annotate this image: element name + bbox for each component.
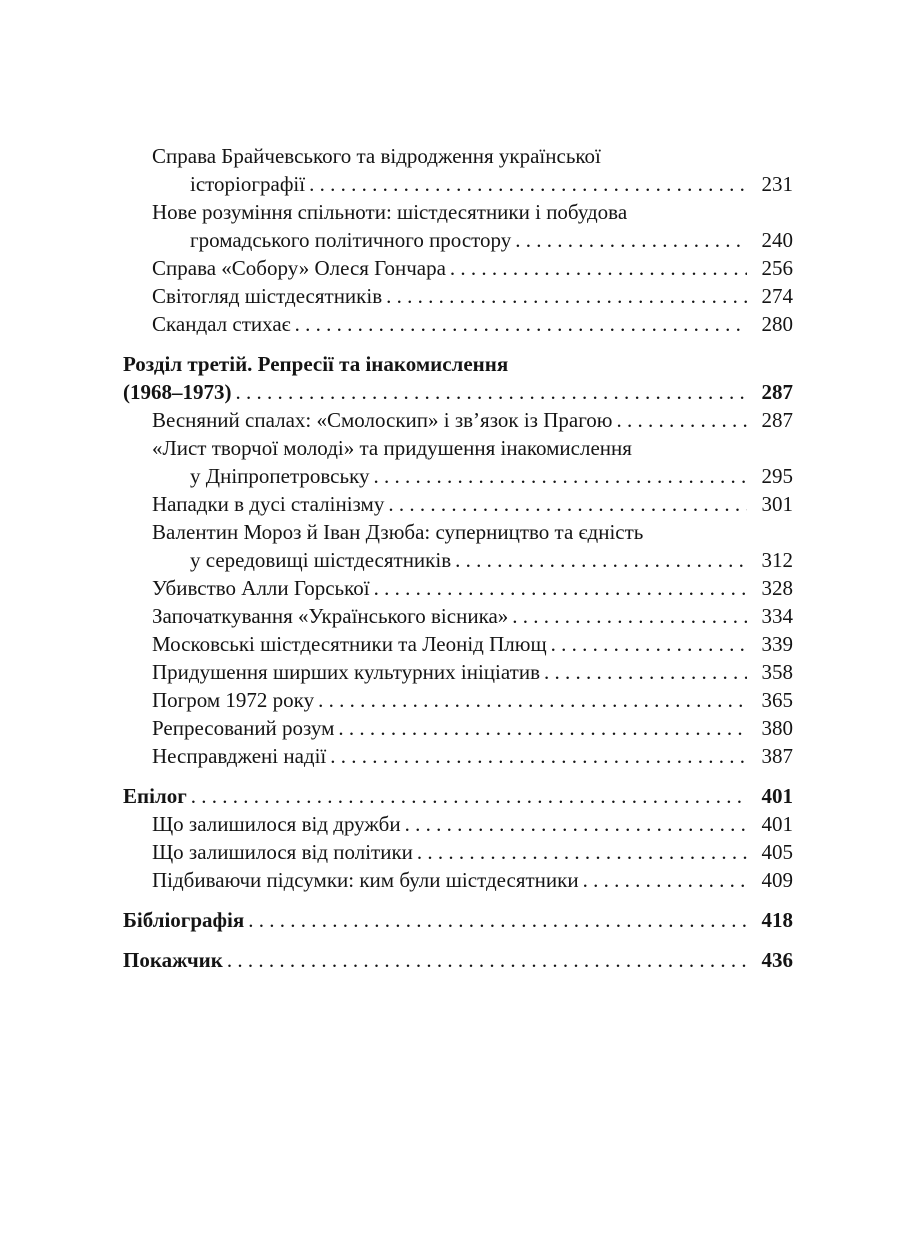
page-number: 231 [761,172,793,196]
toc-entry-title: Справа Брайчевського та відродження української [152,144,601,168]
toc-line [123,198,793,226]
toc-line [123,838,793,866]
toc-entry-title: Весняний спалах: «Смолоскип» і зв’язок із Прагою [152,408,613,432]
dot-leader [374,574,747,602]
toc-entry [123,434,793,490]
toc-entry-title: Підбиваючи підсумки: ким були шістдесятники [152,868,579,892]
toc-line [123,142,793,170]
toc-entry-title: Покажчик [123,948,223,972]
toc-line [123,462,793,490]
dot-leader [191,782,747,810]
toc-line [123,518,793,546]
toc-entry-title: Що залишилося від політики [152,840,413,864]
toc-entry [123,630,793,658]
toc-entry-title: Нове розуміння спільноти: шістдесятники і побудова [152,200,628,224]
dot-leader [583,866,747,894]
dot-leader [295,310,747,338]
toc-line [123,406,793,434]
toc-line [123,714,793,742]
toc-entry [123,282,793,310]
page-number: 401 [761,812,793,836]
toc-entry [123,574,793,602]
toc-entry-title: Що залишилося від дружби [152,812,401,836]
toc-entry-title: історіографії [190,172,306,196]
toc-entry [123,686,793,714]
dot-leader [515,226,747,254]
toc-entry-title: Московські шістдесятники та Леонід Плющ [152,632,547,656]
toc-entry-title: Придушення ширших культурних ініціатив [152,660,540,684]
toc-entry [123,906,793,934]
dot-leader [551,630,747,658]
toc-entry-title: громадського політичного простору [190,228,512,252]
toc-line [123,810,793,838]
toc-line [123,226,793,254]
toc-line [123,378,793,406]
dot-leader [417,838,747,866]
page-number: 240 [761,228,793,252]
toc-line [123,946,793,974]
toc-line [123,546,793,574]
toc-entry [123,490,793,518]
toc-line [123,310,793,338]
toc-entry [123,946,793,974]
page-number: 365 [761,688,793,712]
toc-entry [123,866,793,894]
toc-line [123,350,793,378]
toc-entry-title: Репресований розум [152,716,335,740]
toc-line [123,742,793,770]
toc-line [123,866,793,894]
toc-line [123,170,793,198]
dot-leader [318,686,747,714]
toc-entry-title: Епілог [123,784,187,808]
dot-leader [309,170,747,198]
toc-line [123,282,793,310]
page-number: 312 [761,548,793,572]
page-number: 256 [761,256,793,280]
toc-entry-title: Несправджені надії [152,744,327,768]
toc-entry-title: Погром 1972 року [152,688,315,712]
dot-leader [338,714,747,742]
toc-line [123,490,793,518]
toc-entry [123,838,793,866]
page-number: 328 [761,576,793,600]
dot-leader [616,406,747,434]
dot-leader [227,946,747,974]
toc-line [123,630,793,658]
page-number: 436 [761,948,793,972]
toc-entry-title: (1968–1973) [123,380,232,404]
dot-leader [512,602,747,630]
page-number: 358 [761,660,793,684]
toc-entry [123,254,793,282]
dot-leader [236,378,748,406]
toc-entry-title: Розділ третій. Репресії та інакомислення [123,352,509,376]
toc-entry-title: у Дніпропетровську [190,464,370,488]
toc-entry [123,658,793,686]
page-number: 387 [761,744,793,768]
page-number: 274 [761,284,793,308]
toc-line [123,602,793,630]
page-number: 405 [761,840,793,864]
dot-leader [330,742,747,770]
toc-entry-title: Скандал стихає [152,312,291,336]
toc-entry [123,810,793,838]
toc-entry-title: Валентин Мороз й Іван Дзюба: суперництво та єдність [152,520,644,544]
toc-entry [123,142,793,198]
toc-entry [123,350,793,406]
toc-line [123,434,793,462]
toc-entry [123,742,793,770]
page-number: 301 [761,492,793,516]
toc-entry [123,714,793,742]
toc-line [123,574,793,602]
dot-leader [388,490,747,518]
toc-line [123,906,793,934]
toc-line [123,686,793,714]
dot-leader [455,546,747,574]
dot-leader [405,810,747,838]
toc-line [123,658,793,686]
dot-leader [373,462,747,490]
toc-entry [123,198,793,254]
dot-leader [544,658,747,686]
page-number: 287 [761,380,793,404]
toc-entry [123,406,793,434]
dot-leader [450,254,747,282]
toc-entry-title: Нападки в дусі сталінізму [152,492,385,516]
toc-entry-title: Світогляд шістдесятників [152,284,383,308]
toc-entry-title: Започаткування «Українського вісника» [152,604,509,628]
toc-line [123,782,793,810]
toc-entry-title: Справа «Собору» Олеся Гончара [152,256,446,280]
page-number: 380 [761,716,793,740]
toc-entry [123,518,793,574]
page-number: 409 [761,868,793,892]
page-number: 295 [761,464,793,488]
page-number: 401 [761,784,793,808]
toc-entry-title: «Лист творчої молоді» та придушення інакомислення [152,436,632,460]
page-number: 287 [761,408,793,432]
toc-entry-title: у середовищі шістдесятників [190,548,452,572]
page-number: 339 [761,632,793,656]
toc-entry [123,602,793,630]
dot-leader [248,906,747,934]
page-number: 418 [761,908,793,932]
page-number: 334 [761,604,793,628]
toc-line [123,254,793,282]
toc-entry-title: Убивство Алли Горської [152,576,370,600]
dot-leader [386,282,747,310]
toc-entry [123,310,793,338]
page-number: 280 [761,312,793,336]
toc-entry-title: Бібліографія [123,908,245,932]
toc-entry [123,782,793,810]
